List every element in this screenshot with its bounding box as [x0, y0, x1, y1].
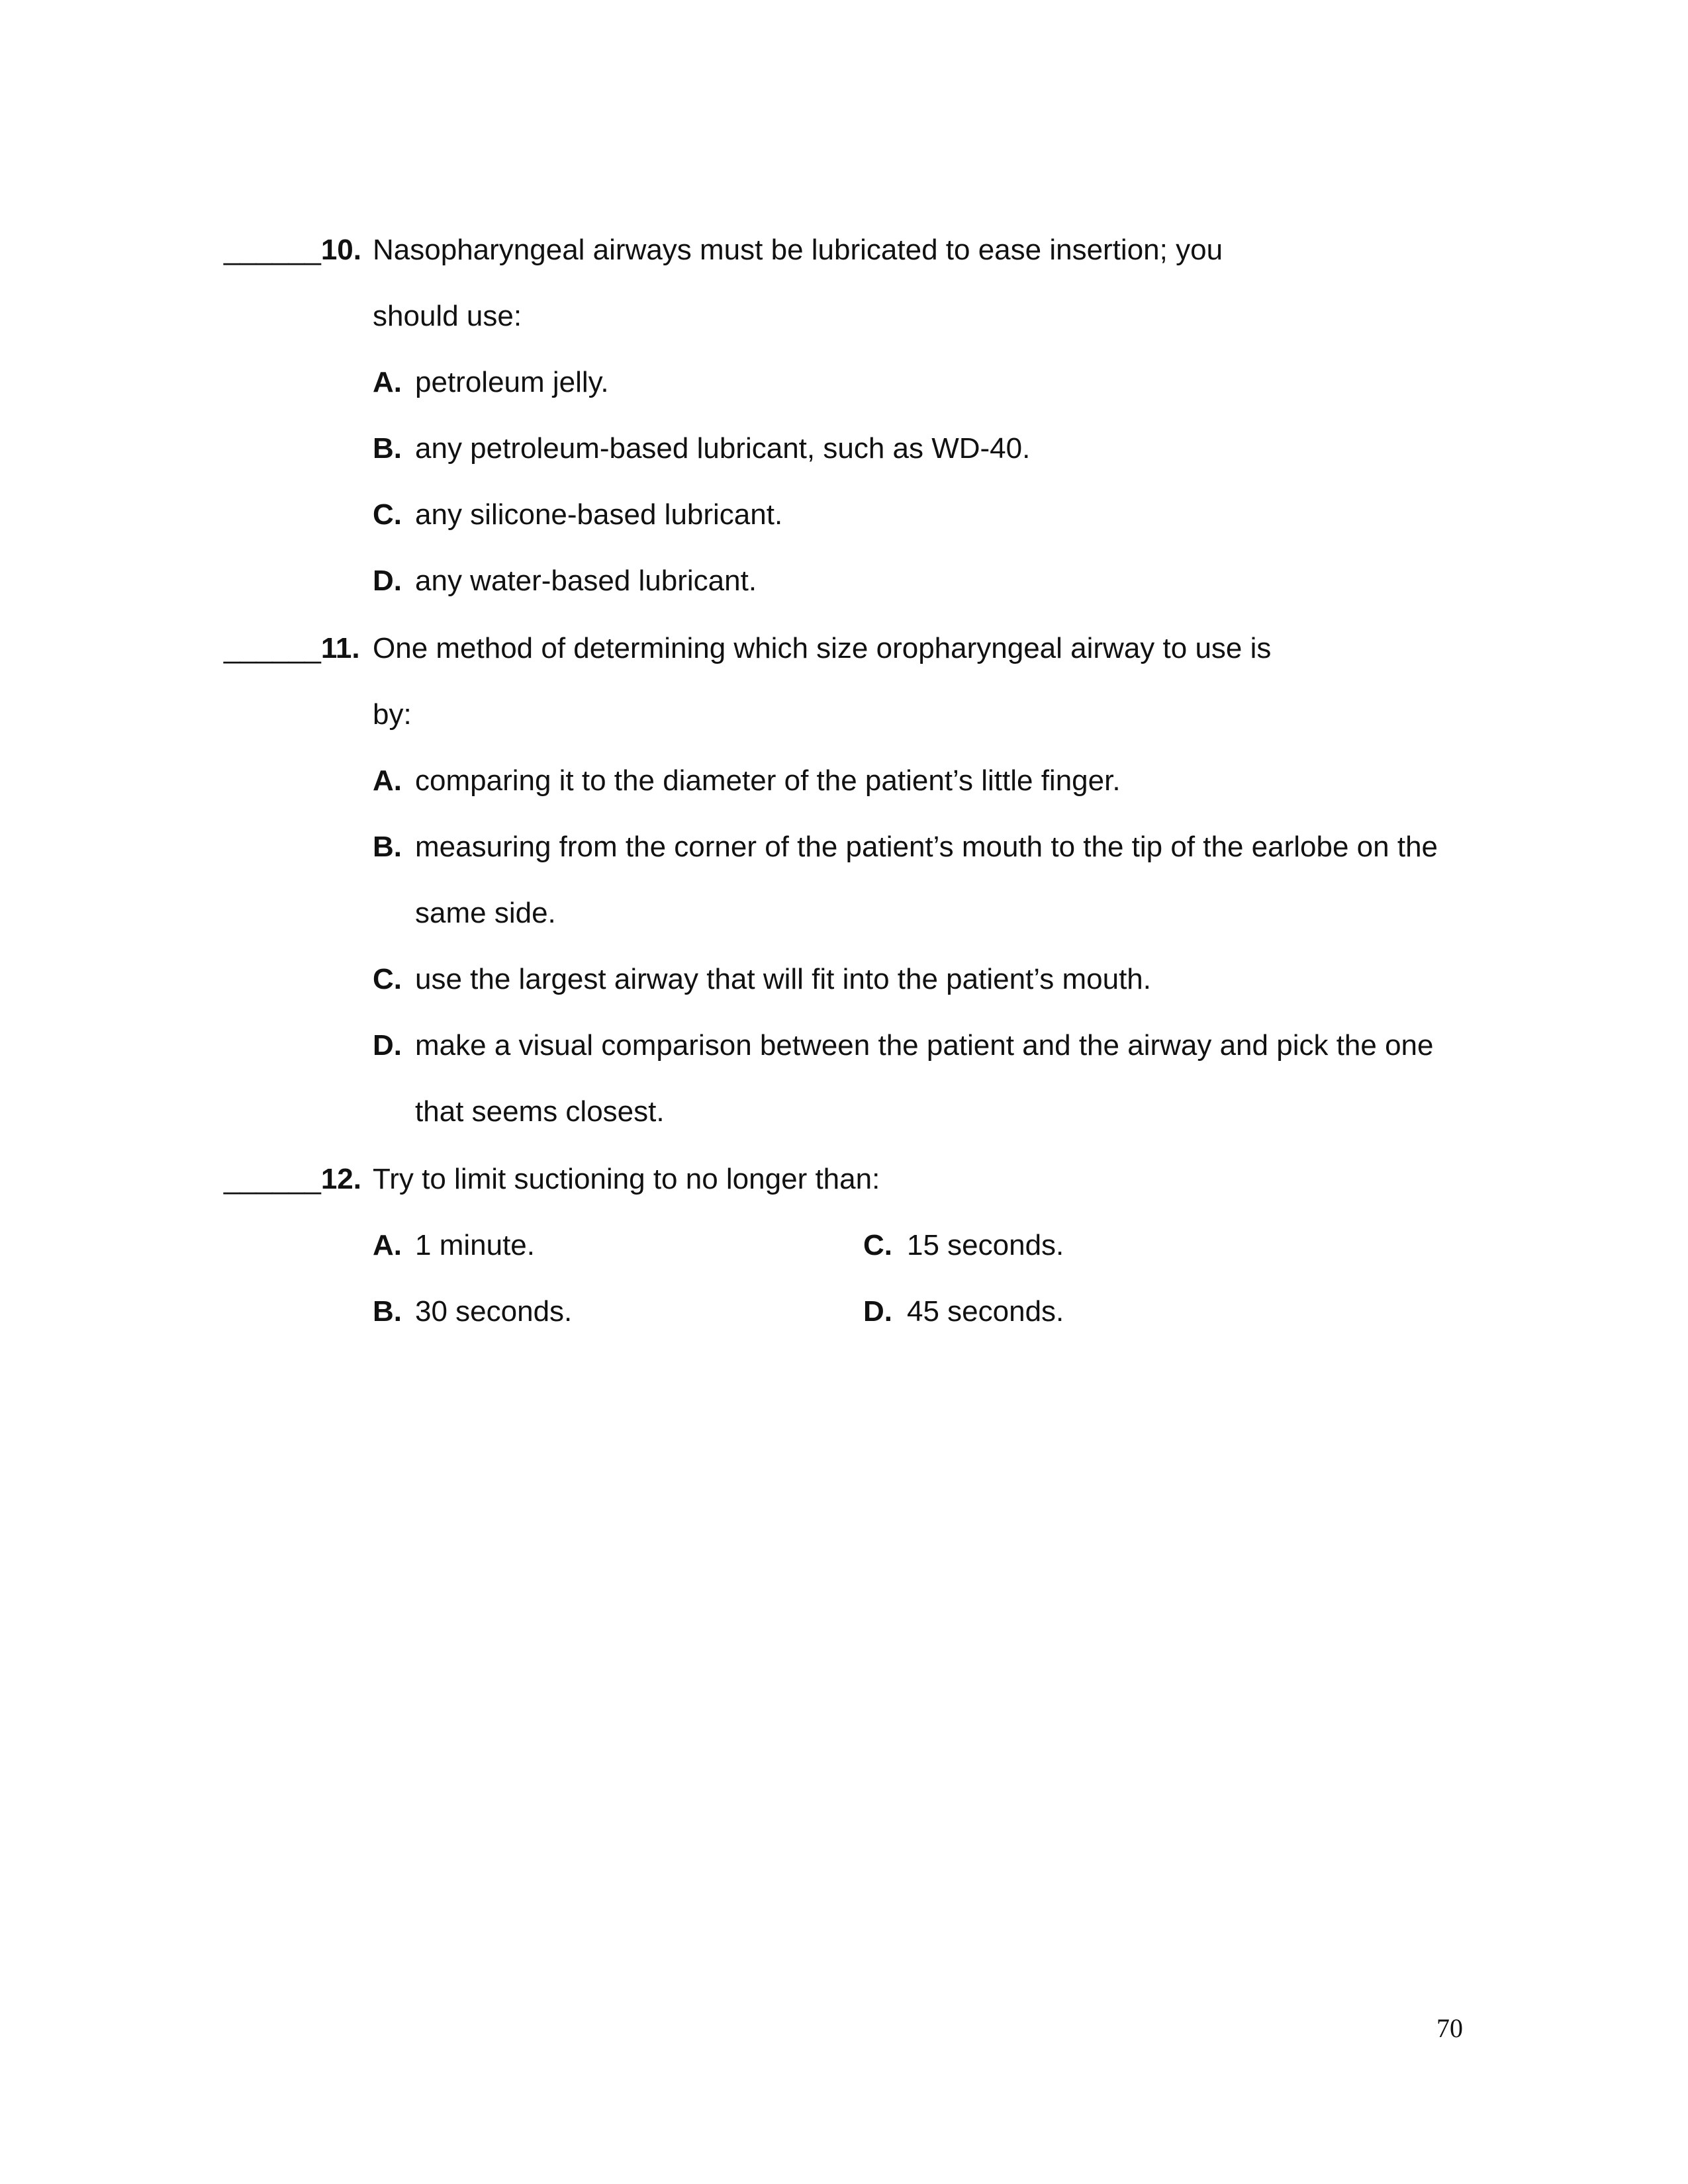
question-number: 11. [320, 632, 360, 664]
answer-blank[interactable]: ______ [224, 1163, 321, 1195]
option-letter: B. [373, 432, 402, 465]
option-letter: D. [863, 1295, 892, 1328]
question-11-header [224, 630, 360, 667]
option-letter: A. [373, 366, 402, 398]
question-10-option-b [373, 430, 1030, 467]
question-11-option-d-continued: that seems closest. [415, 1095, 665, 1128]
question-12-option-c [863, 1227, 1064, 1264]
option-text: 30 seconds. [415, 1295, 573, 1328]
option-text: petroleum jelly. [415, 366, 609, 398]
page-number: 70 [1436, 2013, 1463, 2043]
option-text: measuring from the corner of the patient’s mouth to the tip of the earlobe on the [415, 831, 1438, 863]
option-text: comparing it to the diameter of the patient’s little finger. [415, 764, 1121, 797]
option-letter: C. [373, 963, 402, 995]
option-text: 15 seconds. [907, 1229, 1064, 1261]
question-10-option-d [373, 563, 757, 600]
option-text: 1 minute. [415, 1229, 535, 1261]
question-11-option-b-continued: same side. [415, 897, 556, 929]
option-letter: D. [373, 1029, 402, 1062]
option-letter: A. [373, 764, 402, 797]
question-10-option-a [373, 364, 609, 401]
option-text: any silicone-based lubricant. [415, 498, 783, 531]
question-11-option-b [373, 829, 1438, 866]
option-text: make a visual comparison between the patient and the airway and pick the one [415, 1029, 1434, 1062]
option-letter: A. [373, 1229, 402, 1261]
answer-blank[interactable]: ______ [224, 632, 321, 664]
question-10-text-line-2: should use: [373, 300, 522, 332]
option-text: any water-based lubricant. [415, 565, 757, 597]
question-12-option-d [863, 1293, 1064, 1330]
option-letter: C. [863, 1229, 892, 1261]
question-number: 12. [320, 1163, 361, 1195]
option-text: any petroleum-based lubricant, such as WD-40. [415, 432, 1031, 465]
option-letter: B. [373, 831, 402, 863]
question-10-header [224, 232, 361, 269]
question-12-text-line-1: Try to limit suctioning to no longer than: [373, 1163, 880, 1195]
answer-blank[interactable]: ______ [224, 234, 321, 266]
option-letter: D. [373, 565, 402, 597]
question-10-text-line-1: Nasopharyngeal airways must be lubricated to ease insertion; you [373, 234, 1223, 266]
question-12-option-a [373, 1227, 535, 1264]
option-letter: B. [373, 1295, 402, 1328]
option-letter: C. [373, 498, 402, 531]
question-12-header [224, 1161, 361, 1198]
question-11-option-c [373, 961, 1151, 998]
question-11-option-d [373, 1027, 1434, 1064]
question-10-option-c [373, 496, 782, 533]
question-number: 10. [320, 234, 361, 266]
option-text: use the largest airway that will fit into the patient’s mouth. [415, 963, 1151, 995]
question-11-text-line-2: by: [373, 698, 412, 731]
option-text: 45 seconds. [907, 1295, 1064, 1328]
question-11-text-line-1: One method of determining which size oropharyngeal airway to use is [373, 632, 1272, 664]
question-11-option-a [373, 762, 1121, 799]
question-12-option-b [373, 1293, 572, 1330]
